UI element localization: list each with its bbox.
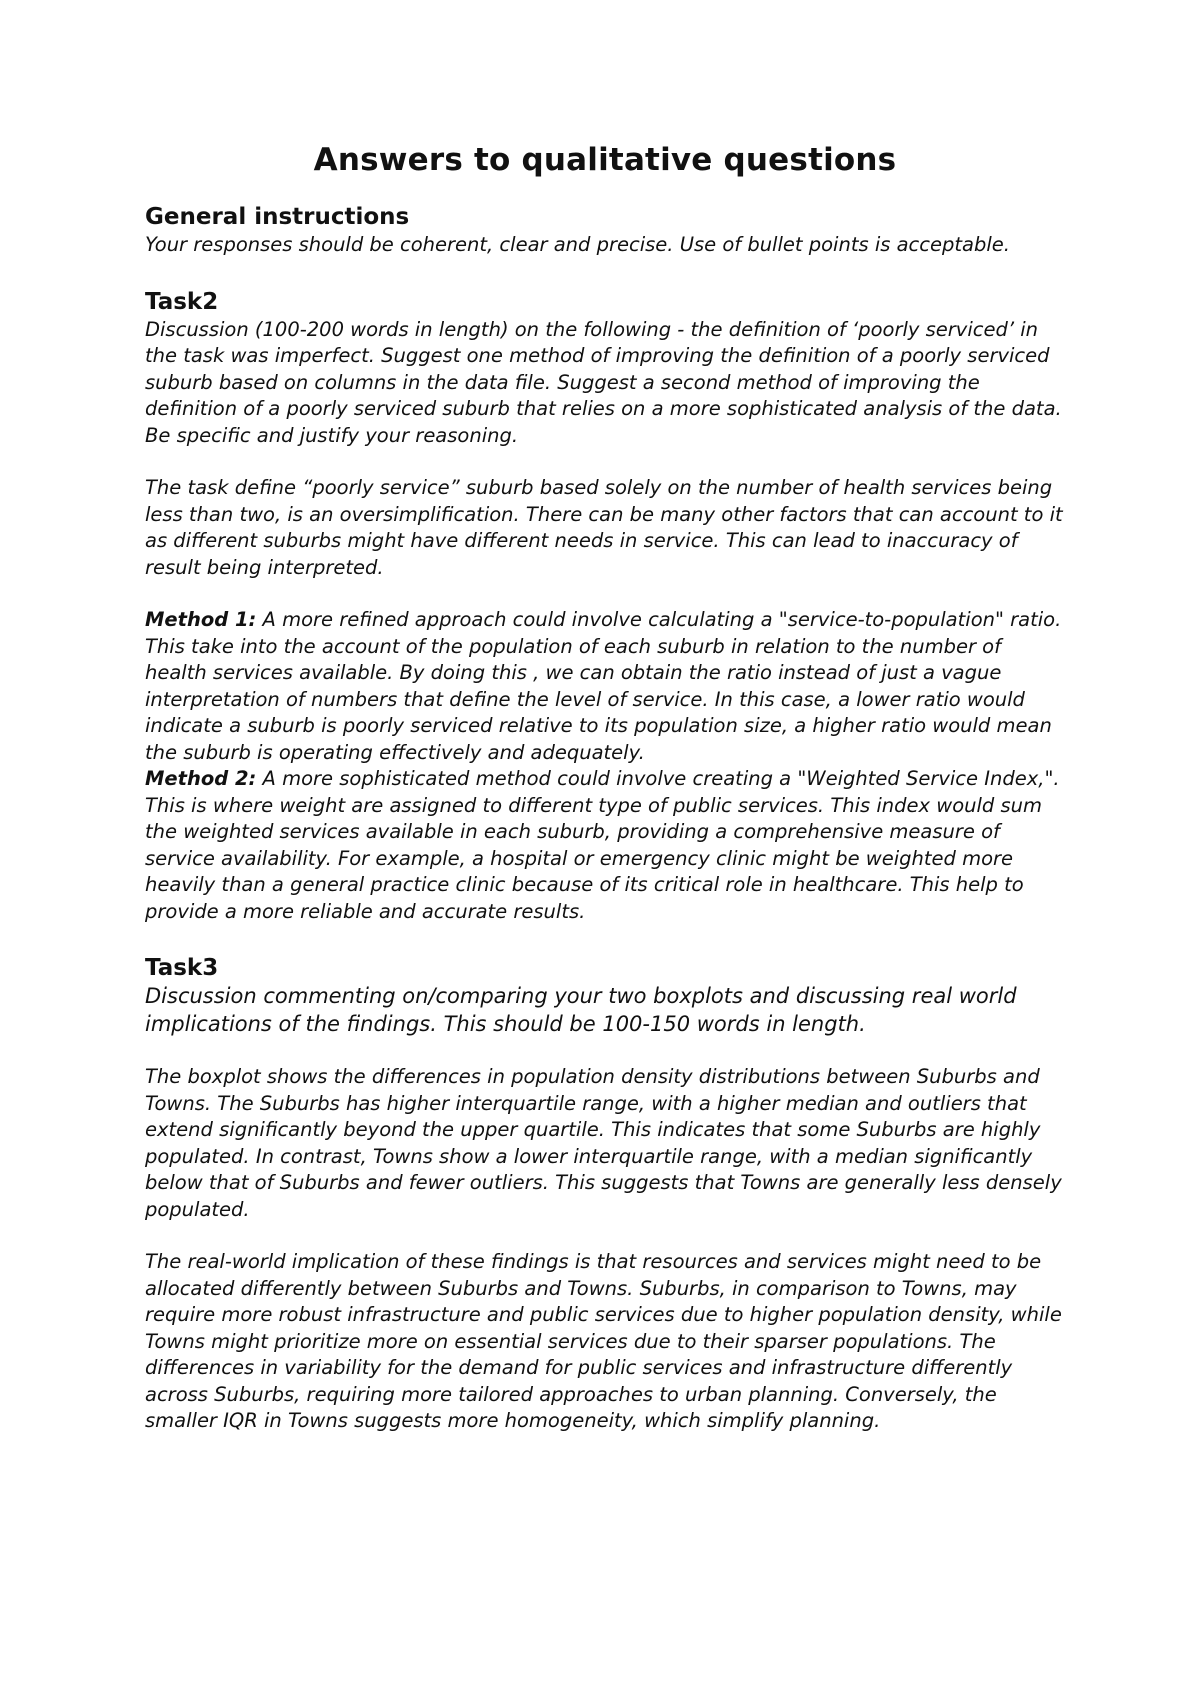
method2-label: Method 2: xyxy=(145,767,257,790)
method1-text: A more refined approach could involve calculating a "service-to-population" ratio. This take into the account of the population of each suburb in relation to the number of health services available. By doing this , we can obtain the ratio instead of just a vague interpretation of numbers that define the level of service. In this case, a lower ratio would indicate a suburb is poorly serviced relative to its population size, a higher ratio would mean the suburb is operating effectively and adequately. xyxy=(145,608,1062,764)
general-instructions-heading: General instructions xyxy=(145,204,410,230)
task2-method1-paragraph xyxy=(145,607,1065,766)
task3-prompt: Discussion commenting on/comparing your two boxplots and discussing real world implications of the findings. This should be 100-150 words in length. xyxy=(145,984,1017,1036)
task2-intro-paragraph: The task define “poorly service” suburb based solely on the number of health services being less than two, is an oversimplification. There can be many other factors that can account to it as different suburbs might have different needs in service. This can lead to inaccuracy of result being interpreted. xyxy=(145,476,1063,579)
task2-method2-paragraph xyxy=(145,766,1065,925)
task3-implication-paragraph: The real-world implication of these findings is that resources and services might need to be allocated differently between Suburbs and Towns. Suburbs, in comparison to Towns, may require more robust infrastructure and public services due to higher population density, while Towns might prioritize more on essential services due to their sparser populations. The differences in variability for the demand for public services and infrastructure differently across Suburbs, requiring more tailored approaches to urban planning. Conversely, the smaller IQR in Towns suggests more homogeneity, which simplify planning. xyxy=(145,1250,1062,1432)
page-title: Answers to qualitative questions xyxy=(313,142,897,178)
task2-heading: Task2 xyxy=(145,288,219,315)
method1-label: Method 1: xyxy=(145,608,257,631)
task2-prompt: Discussion (100-200 words in length) on the following - the definition of ‘poorly serviced’ in the task was imperfect. Suggest one method of improving the definition of a poorly serviced suburb based on columns in the data file. Suggest a second method of improving the definition of a poorly serviced suburb that relies on a more sophisticated analysis of the data. Be specific and justify your reasoning. xyxy=(145,317,1062,447)
general-instructions-text: Your responses should be coherent, clear and precise. Use of bullet points is acceptable. xyxy=(145,233,1010,256)
task3-heading: Task3 xyxy=(145,955,219,981)
method2-text: A more sophisticated method could involve creating a "Weighted Service Index,". This is where weight are assigned to different type of public services. This index would sum the weighted services available in each suburb, providing a comprehensive measure of service availability. For example, a hospital or emergency clinic might be weighted more heavily than a general practice clinic because of its critical role in healthcare. This help to provide a more reliable and accurate results. xyxy=(145,767,1060,923)
task3-boxplot-paragraph: The boxplot shows the differences in population density distributions between Suburbs and Towns. The Suburbs has higher interquartile range, with a higher median and outliers that extend significantly beyond the upper quartile. This indicates that some Suburbs are highly populated. In contrast, Towns show a lower interquartile range, with a median significantly below that of Suburbs and fewer outliers. This suggests that Towns are generally less densely populated. xyxy=(145,1065,1062,1221)
document-page xyxy=(145,140,1065,1435)
